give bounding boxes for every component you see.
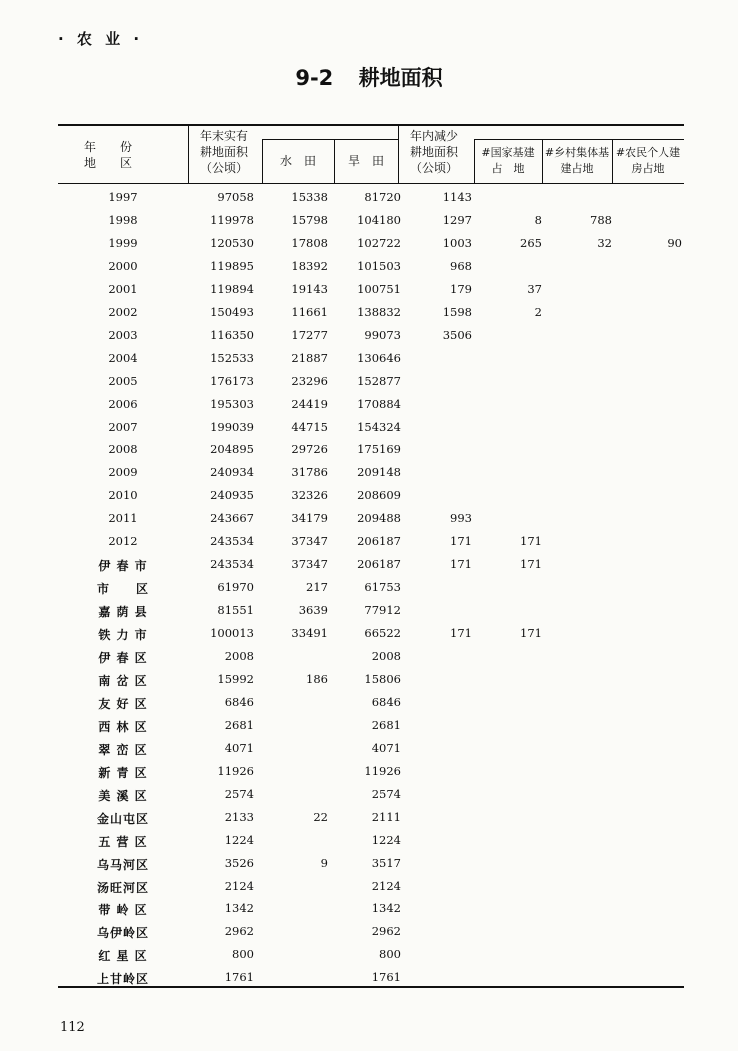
cell-paddy: 23296	[291, 373, 328, 388]
row-label: 新 青 区	[98, 765, 148, 780]
table-title: 耕地面积	[358, 66, 443, 90]
table-row	[58, 852, 684, 875]
row-label: 2012	[108, 534, 138, 549]
cell-dry: 2008	[371, 649, 401, 663]
header-decrease	[410, 128, 474, 176]
cell-paddy: 186	[306, 671, 328, 686]
cell-total: 240934	[210, 465, 254, 480]
cell-dry: 800	[379, 947, 401, 962]
table-row	[58, 897, 684, 920]
cell-decrease: 1143	[442, 190, 472, 204]
cell-paddy: 33491	[291, 626, 328, 641]
row-label: 带 岭 区	[98, 903, 148, 918]
row-label: 美 溪 区	[98, 788, 148, 803]
cell-dry: 130646	[357, 350, 401, 365]
header-collective	[542, 145, 612, 177]
cell-paddy: 44715	[291, 419, 328, 434]
cell-paddy: 11661	[291, 304, 328, 319]
row-label: 五 营 区	[98, 834, 148, 849]
table-row	[58, 920, 684, 943]
table-row	[58, 668, 684, 691]
row-label: 乌伊岭区	[96, 926, 149, 941]
table-row	[58, 278, 684, 301]
cell-decrease: 171	[450, 534, 472, 549]
row-label: 伊 春 市	[98, 559, 148, 574]
header-state-line1: #国家基建	[481, 146, 535, 159]
header-year: 年 份	[83, 140, 132, 154]
row-label: 2008	[108, 442, 138, 457]
cell-total: 119978	[210, 212, 254, 227]
cell-dry: 101503	[357, 258, 401, 273]
table-row	[58, 301, 684, 324]
header-collective-line2: 建占地	[560, 162, 594, 175]
row-label: 翠 峦 区	[98, 742, 148, 757]
table-row	[58, 347, 684, 370]
cell-total: 116350	[210, 327, 254, 342]
header-total	[200, 128, 262, 176]
row-label: 2011	[108, 511, 138, 526]
table-row	[58, 461, 684, 484]
col-divider	[398, 126, 399, 183]
cell-total: 1342	[224, 901, 254, 916]
table-row	[58, 553, 684, 576]
cell-total: 176173	[210, 373, 254, 388]
row-label: 金山屯区	[96, 811, 149, 826]
table-row	[58, 943, 684, 966]
cell-dry: 208609	[357, 488, 401, 503]
cell-total: 2124	[224, 878, 254, 893]
cell-dry: 15806	[364, 671, 401, 686]
cell-total: 199039	[210, 419, 254, 434]
cell-dry: 1761	[371, 970, 401, 985]
cell-decrease: 993	[450, 511, 472, 526]
header-region: 地 区	[83, 156, 132, 170]
cell-total: 243667	[210, 511, 254, 526]
header-total-line2: 耕地面积	[200, 145, 249, 159]
table-row	[58, 209, 684, 232]
header-decrease-line3: （公顷）	[410, 161, 459, 175]
table-row	[58, 645, 684, 668]
row-label: 2003	[108, 327, 138, 342]
cell-dry: 152877	[357, 373, 401, 388]
table-row	[58, 691, 684, 714]
cell-dry: 2111	[371, 809, 401, 824]
header-paddy: 水 田	[279, 154, 316, 168]
cell-dry: 6846	[371, 694, 401, 709]
cell-decrease: 179	[450, 281, 472, 296]
cell-decrease: 171	[450, 557, 472, 572]
cell-total: 61970	[217, 580, 254, 595]
row-label: 2001	[108, 281, 138, 296]
cell-paddy: 18392	[291, 258, 328, 273]
cell-paddy: 24419	[291, 396, 328, 411]
cell-dry: 104180	[357, 212, 401, 227]
cell-collective: 32	[597, 235, 612, 250]
cell-total: 97058	[217, 190, 254, 204]
row-label: 2010	[108, 488, 138, 503]
table-row	[58, 186, 684, 209]
cell-total: 243534	[210, 534, 254, 549]
cell-paddy: 34179	[291, 511, 328, 526]
cell-decrease: 1003	[442, 235, 472, 250]
cell-paddy: 217	[306, 580, 328, 595]
cell-total: 119894	[210, 281, 254, 296]
cell-dry: 206187	[357, 557, 401, 572]
header-state-line2: 占 地	[491, 162, 525, 175]
cell-total: 15992	[217, 671, 254, 686]
cell-total: 800	[232, 947, 254, 962]
col-divider	[188, 126, 189, 183]
row-label: 2000	[108, 258, 138, 273]
row-label: 铁 力 市	[98, 628, 148, 643]
cell-dry: 206187	[357, 534, 401, 549]
table-row	[58, 370, 684, 393]
cell-total: 4071	[224, 740, 254, 755]
cell-state: 171	[520, 534, 542, 549]
cell-dry: 209488	[357, 511, 401, 526]
cell-total: 152533	[210, 350, 254, 365]
table-row	[58, 576, 684, 599]
table-row	[58, 484, 684, 507]
table-row	[58, 622, 684, 645]
table-row	[58, 966, 684, 989]
cell-total: 11926	[217, 763, 254, 778]
cell-total: 2133	[224, 809, 254, 824]
page-title	[0, 62, 738, 92]
section-tag: · 农 业 ·	[58, 30, 144, 48]
row-label: 1997	[108, 190, 138, 204]
cell-paddy: 21887	[291, 350, 328, 365]
cell-dry: 77912	[364, 603, 401, 618]
cell-decrease: 1598	[442, 304, 472, 319]
header-farmer-line2: 房占地	[631, 162, 665, 175]
cell-dry: 2681	[371, 717, 401, 732]
cell-total: 195303	[210, 396, 254, 411]
row-label: 1998	[108, 212, 138, 227]
cell-paddy: 17808	[291, 235, 328, 250]
table-row	[58, 599, 684, 622]
cell-total: 240935	[210, 488, 254, 503]
table-row	[58, 393, 684, 416]
cell-dry: 209148	[357, 465, 401, 480]
cell-dry: 2124	[371, 878, 401, 893]
cell-state: 2	[534, 304, 542, 319]
table-top-rule	[58, 124, 684, 126]
cell-decrease: 171	[450, 626, 472, 641]
cell-dry: 170884	[357, 396, 401, 411]
row-label: 2007	[108, 419, 138, 434]
cell-dry: 66522	[364, 626, 401, 641]
cell-paddy: 37347	[291, 534, 328, 549]
table-row	[58, 255, 684, 278]
cell-dry: 100751	[357, 281, 401, 296]
cell-paddy: 15798	[291, 212, 328, 227]
cell-dry: 99073	[364, 327, 401, 342]
cell-total: 100013	[210, 626, 254, 641]
cell-total: 119895	[210, 258, 254, 273]
cell-paddy: 22	[313, 809, 328, 824]
cell-dry: 4071	[371, 740, 401, 755]
header-bottom-rule	[58, 183, 684, 184]
cell-total: 2962	[224, 924, 254, 939]
cell-total: 3526	[224, 855, 254, 870]
row-label: 2009	[108, 465, 138, 480]
header-year-region	[58, 139, 158, 171]
table-row	[58, 806, 684, 829]
cell-paddy: 3639	[298, 603, 328, 618]
table-row	[58, 438, 684, 461]
decrease-group-rule	[474, 139, 684, 140]
table-row	[58, 714, 684, 737]
header-total-line3: （公顷）	[200, 161, 249, 175]
cell-total: 120530	[210, 235, 254, 250]
cell-total: 1761	[224, 970, 254, 985]
cell-total: 81551	[217, 603, 254, 618]
table-code: 9-2	[295, 66, 334, 90]
header-total-line1: 年末实有	[200, 129, 249, 143]
row-label: 1999	[108, 235, 138, 250]
cell-paddy: 32326	[291, 488, 328, 503]
cell-dry: 154324	[357, 419, 401, 434]
header-decrease-line2: 耕地面积	[410, 145, 459, 159]
cell-total: 2681	[224, 717, 254, 732]
table-row	[58, 232, 684, 255]
row-label: 友 好 区	[98, 696, 148, 711]
cell-decrease: 968	[450, 258, 472, 273]
cell-paddy: 17277	[291, 327, 328, 342]
page-number: 112	[60, 1020, 85, 1035]
row-label: 西 林 区	[98, 719, 148, 734]
table-row	[58, 737, 684, 760]
row-label: 乌马河区	[96, 857, 149, 872]
cell-paddy: 31786	[291, 465, 328, 480]
row-label: 上甘岭区	[96, 972, 149, 987]
table-row	[58, 829, 684, 852]
cell-dry: 138832	[357, 304, 401, 319]
cell-paddy: 29726	[291, 442, 328, 457]
cell-dry: 61753	[364, 580, 401, 595]
table-row	[58, 416, 684, 439]
row-label: 2002	[108, 304, 138, 319]
cell-farmer: 90	[667, 235, 682, 250]
header-collective-line1: #乡村集体基	[544, 146, 610, 159]
cell-paddy: 37347	[291, 557, 328, 572]
cell-dry: 2574	[371, 786, 401, 801]
row-label: 2005	[108, 373, 138, 388]
cell-total: 2008	[224, 649, 254, 663]
cell-dry: 11926	[364, 763, 401, 778]
cell-dry: 81720	[364, 190, 401, 204]
cell-paddy: 9	[320, 855, 328, 870]
header-state	[474, 145, 542, 177]
cell-state: 8	[534, 212, 542, 227]
table-row	[58, 875, 684, 898]
cell-dry: 1342	[371, 901, 401, 916]
cell-total: 6846	[224, 694, 254, 709]
cell-state: 171	[520, 626, 542, 641]
table-row	[58, 760, 684, 783]
cell-dry: 2962	[371, 924, 401, 939]
cell-total: 2574	[224, 786, 254, 801]
cell-dry: 1224	[371, 832, 401, 847]
row-label: 2006	[108, 396, 138, 411]
cell-collective: 788	[590, 212, 612, 227]
row-label: 伊 春 区	[98, 651, 148, 665]
table-row	[58, 507, 684, 530]
cell-dry: 102722	[357, 235, 401, 250]
area-group-rule	[262, 139, 398, 140]
header-dry: 旱 田	[347, 154, 384, 168]
cell-total: 150493	[210, 304, 254, 319]
cell-dry: 175169	[357, 442, 401, 457]
cell-dry: 3517	[371, 855, 401, 870]
cell-state: 37	[527, 281, 542, 296]
table-row	[58, 530, 684, 553]
table-row	[58, 324, 684, 347]
row-label: 嘉 荫 县	[98, 605, 148, 620]
row-label: 2004	[108, 350, 138, 365]
header-farmer-line1: #农民个人建	[615, 146, 681, 159]
row-label: 红 星 区	[98, 949, 148, 964]
cell-state: 265	[520, 235, 542, 250]
row-label: 市 区	[96, 582, 149, 597]
cell-paddy: 15338	[291, 190, 328, 204]
header-farmer	[612, 145, 684, 177]
cell-decrease: 3506	[442, 327, 472, 342]
cell-total: 1224	[224, 832, 254, 847]
row-label: 汤旺河区	[96, 880, 149, 895]
cell-decrease: 1297	[442, 212, 472, 227]
cell-total: 243534	[210, 557, 254, 572]
table-row	[58, 783, 684, 806]
row-label: 南 岔 区	[98, 673, 148, 688]
cell-total: 204895	[210, 442, 254, 457]
cell-state: 171	[520, 557, 542, 572]
header-decrease-line1: 年内减少	[410, 129, 459, 143]
cell-paddy: 19143	[291, 281, 328, 296]
